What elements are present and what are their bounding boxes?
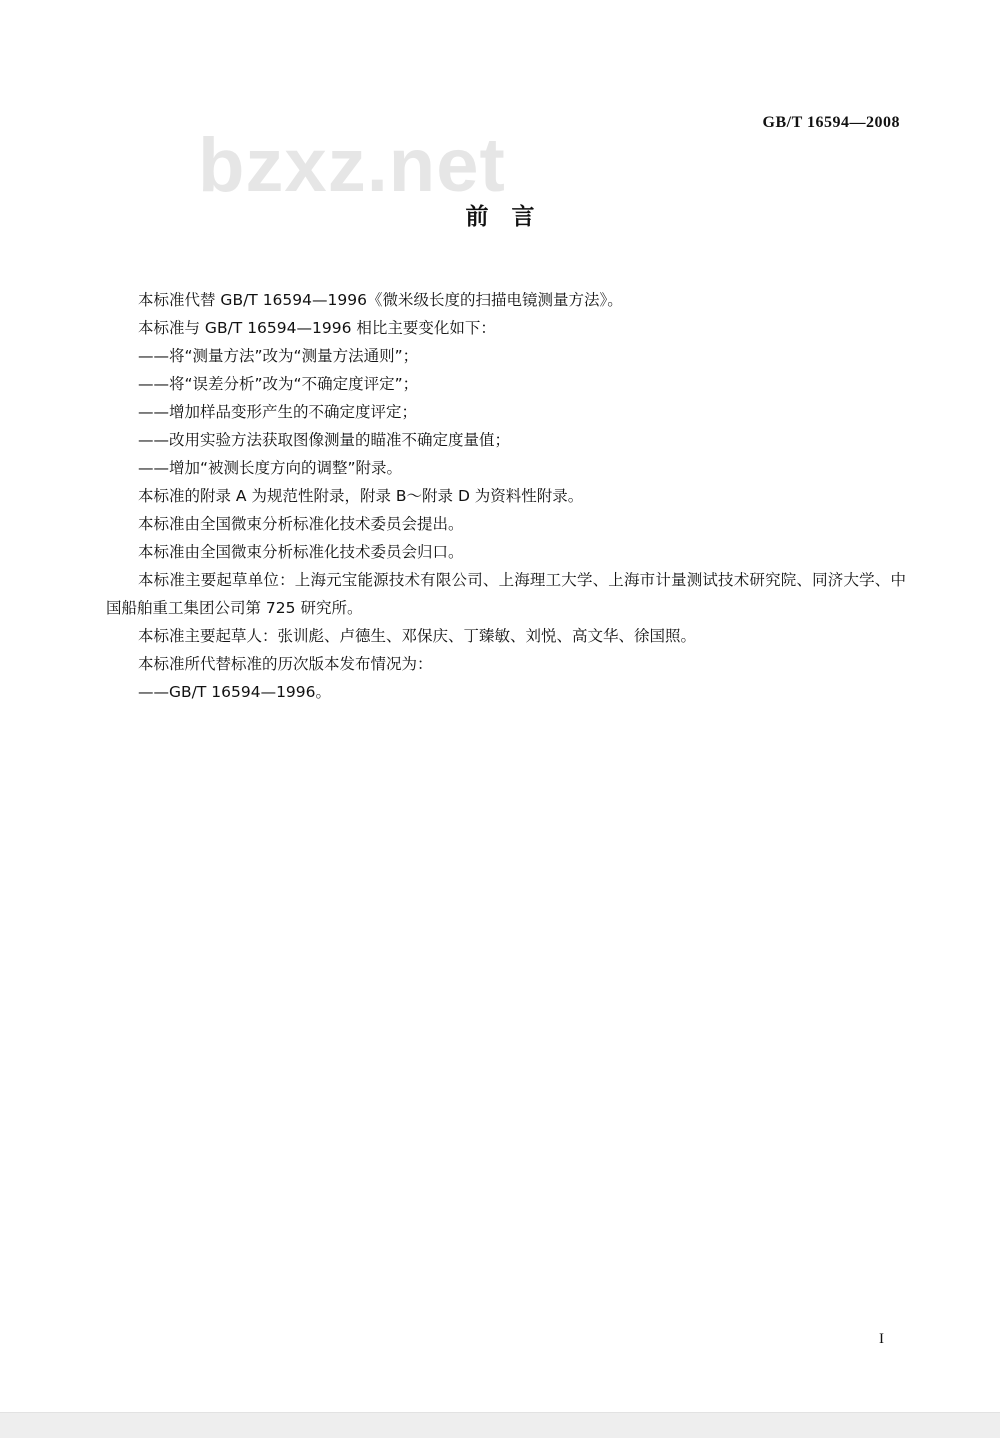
paragraph: 本标准所代替标准的历次版本发布情况为：: [138, 655, 433, 673]
list-item: ——增加样品变形产生的不确定度评定；: [138, 403, 418, 421]
paragraph: 本标准主要起草单位：上海元宝能源技术有限公司、上海理工大学、上海市计量测试技术研究院、同济大学、中国船舶重工集团公司第 725 研究所。: [106, 571, 906, 617]
paragraph: 本标准由全国微束分析标准化技术委员会归口。: [138, 543, 464, 561]
list-item: ——将“误差分析”改为“不确定度评定”；: [138, 375, 419, 393]
list-item: ——GB/T 16594—1996。: [138, 683, 332, 701]
paragraph: 本标准由全国微束分析标准化技术委员会提出。: [138, 515, 464, 533]
list-item: ——改用实验方法获取图像测量的瞄准不确定度量值；: [138, 431, 511, 449]
paragraph: 本标准代替 GB/T 16594—1996《微米级长度的扫描电镜测量方法》。: [138, 291, 623, 309]
foreword-body: [106, 286, 906, 706]
paragraph: 本标准主要起草人：张训彪、卢德生、邓保庆、丁臻敏、刘悦、高文华、徐国照。: [138, 627, 697, 645]
paragraph: 本标准与 GB/T 16594—1996 相比主要变化如下：: [138, 319, 496, 337]
page-title: 前 言: [465, 204, 535, 230]
page-number: I: [879, 1331, 884, 1347]
standard-number: GB/T 16594—2008: [762, 114, 900, 131]
viewer-bottom-bar: [0, 1412, 1000, 1438]
watermark: bzxz.net: [198, 123, 506, 208]
paragraph: 本标准的附录 A 为规范性附录，附录 B～附录 D 为资料性附录。: [138, 487, 584, 505]
list-item: ——增加“被测长度方向的调整”附录。: [138, 459, 403, 477]
list-item: ——将“测量方法”改为“测量方法通则”；: [138, 347, 419, 365]
